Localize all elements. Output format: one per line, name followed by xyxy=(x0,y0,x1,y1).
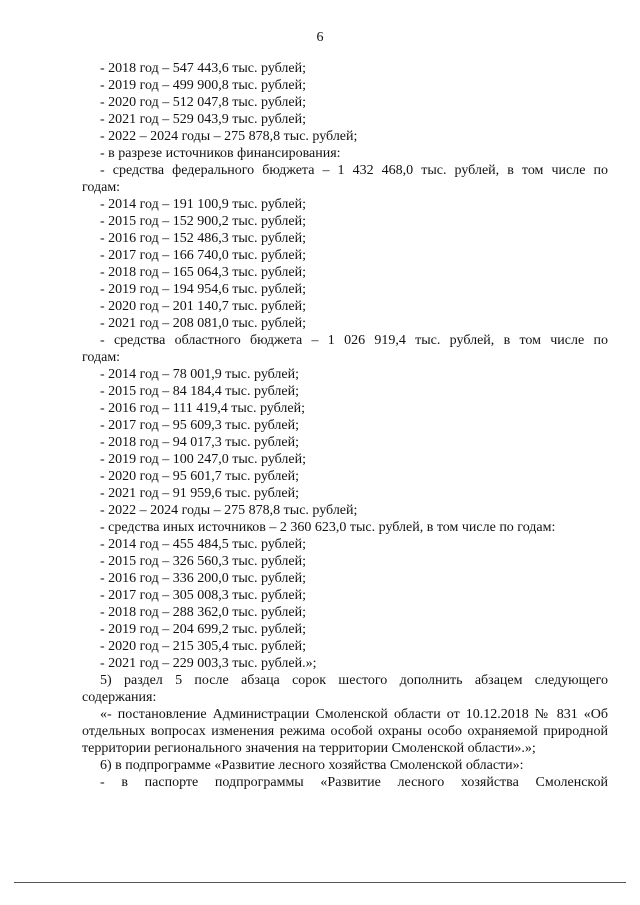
list-item: - 2018 год – 288 362,0 тыс. рублей; xyxy=(100,605,307,620)
list-item: - 2015 год – 152 900,2 тыс. рублей; xyxy=(100,214,307,229)
document-body xyxy=(82,60,608,791)
list-item: - в разрезе источников финансирования: xyxy=(100,146,341,161)
list-item: - 2020 год – 201 140,7 тыс. рублей; xyxy=(100,299,307,314)
list-item: - 2020 год – 95 601,7 тыс. рублей; xyxy=(100,469,300,484)
list-item: - 2016 год – 336 200,0 тыс. рублей; xyxy=(100,571,307,586)
list-item: - 2019 год – 204 699,2 тыс. рублей; xyxy=(100,622,307,637)
list-item: - 2019 год – 194 954,6 тыс. рублей; xyxy=(100,282,307,297)
list-item: - 2017 год – 166 740,0 тыс. рублей; xyxy=(100,248,307,263)
list-item: - 2022 – 2024 годы – 275 878,8 тыс. рублей; xyxy=(100,129,358,144)
list-item: - 2016 год – 111 419,4 тыс. рублей; xyxy=(100,401,305,416)
page-bottom-divider xyxy=(14,882,626,883)
list-item: - 2016 год – 152 486,3 тыс. рублей; xyxy=(100,231,307,246)
list-item: - 2021 год – 229 003,3 тыс. рублей.»; xyxy=(100,656,317,671)
list-item: - 2020 год – 512 047,8 тыс. рублей; xyxy=(100,95,307,110)
regional-budget-heading: - средства областного бюджета – 1 026 919,4 тыс. рублей, в том числе по xyxy=(100,333,608,348)
list-item: - 2021 год – 529 043,9 тыс. рублей; xyxy=(100,112,307,127)
list-item: - 2015 год – 326 560,3 тыс. рублей; xyxy=(100,554,307,569)
other-sources-section xyxy=(82,519,608,672)
list-item: - 2021 год – 208 081,0 тыс. рублей; xyxy=(100,316,307,331)
list-item: - 2018 год – 547 443,6 тыс. рублей; xyxy=(100,61,307,76)
list-item: - 2017 год – 305 008,3 тыс. рублей; xyxy=(100,588,307,603)
list-item: - 2020 год – 215 305,4 тыс. рублей; xyxy=(100,639,307,654)
list-item: - 2015 год – 84 184,4 тыс. рублей; xyxy=(100,384,300,399)
item-6-paragraph: 6) в подпрограмме «Развитие лесного хозяйства Смоленской области»: xyxy=(100,758,524,773)
list-item: - 2018 год – 165 064,3 тыс. рублей; xyxy=(100,265,307,280)
item-5-paragraph xyxy=(82,672,608,706)
list-item: - 2017 год – 95 609,3 тыс. рублей; xyxy=(100,418,300,433)
page-number: 6 xyxy=(316,30,324,45)
list-item: - 2014 год – 455 484,5 тыс. рублей; xyxy=(100,537,307,552)
quoted-amendment-paragraph: «- постановление Администрации Смоленской области от 10.12.2018 № 831 «Об отдельных вопросах изменения режима особой охраны особо охраняемой природной территории регионального значения на территории Смоленской области».»; xyxy=(82,707,608,756)
list-item: - 2014 год – 191 100,9 тыс. рублей; xyxy=(100,197,307,212)
list-item: - 2021 год – 91 959,6 тыс. рублей; xyxy=(100,486,300,501)
list-item: - 2014 год – 78 001,9 тыс. рублей; xyxy=(100,367,300,382)
totals-list xyxy=(82,60,608,162)
federal-budget-heading-cont: годам: xyxy=(82,180,121,195)
federal-budget-heading: - средства федерального бюджета – 1 432 468,0 тыс. рублей, в том числе по xyxy=(100,163,608,178)
item-5-line: 5) раздел 5 после абзаца сорок шестого дополнить абзацем следующего xyxy=(100,673,608,688)
passport-paragraph: - в паспорте подпрограммы «Развитие лесного хозяйства Смоленской xyxy=(100,775,608,790)
list-item: - 2019 год – 100 247,0 тыс. рублей; xyxy=(100,452,307,467)
other-sources-heading: - средства иных источников – 2 360 623,0 тыс. рублей, в том числе по годам: xyxy=(100,520,556,535)
item-5-line-cont: содержания: xyxy=(82,690,157,705)
regional-budget-heading-cont: годам: xyxy=(82,350,121,365)
list-item: - 2019 год – 499 900,8 тыс. рублей; xyxy=(100,78,307,93)
regional-budget-section xyxy=(82,332,608,519)
list-item: - 2018 год – 94 017,3 тыс. рублей; xyxy=(100,435,300,450)
federal-budget-section xyxy=(82,162,608,332)
list-item: - 2022 – 2024 годы – 275 878,8 тыс. рублей; xyxy=(100,503,358,518)
